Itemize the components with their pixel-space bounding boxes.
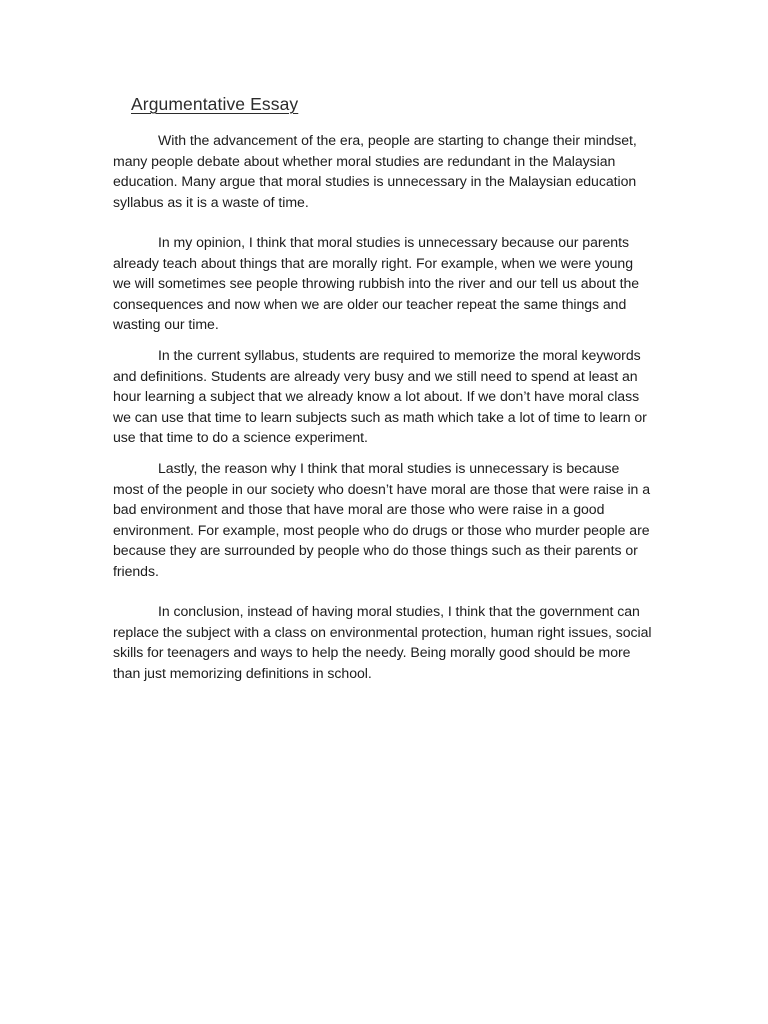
- paragraph-opinion: In my opinion, I think that moral studies is unnecessary because our parents already teach about things that are morally right. For example, when we were young we will sometimes see people throwing rubbish into the river and our tell us about the consequences and now when we are older our teacher repeat the same things and wasting our time.: [113, 234, 640, 332]
- paragraph-conclusion: In conclusion, instead of having moral studies, I think that the government can replace the subject with a class on environmental protection, human right issues, social skills for teenagers and ways to help the needy. Being morally good should be more than just memorizing definitions in school.: [113, 603, 652, 681]
- paragraph-syllabus: In the current syllabus, students are required to memorize the moral keywords and definitions. Students are already very busy and we still need to spend at least an hour learning a subject that we already know a lot about. If we don’t have moral class we can use that time to learn subjects such as math which take a lot of time to learn or use that time to do a science experiment.: [113, 347, 647, 445]
- essay-title: Argumentative Essay: [131, 94, 299, 114]
- paragraph-introduction: With the advancement of the era, people are starting to change their mindset, many people debate about whether moral studies are redundant in the Malaysian education. Many argue that moral studies is unnecessary in the Malaysian education syllabus as it is a waste of time.: [113, 132, 637, 210]
- paragraph-environment: Lastly, the reason why I think that moral studies is unnecessary is because most of the people in our society who doesn’t have moral are those that were raise in a bad environment and those that have moral are those who were raise in a good environment. For example, most people who do drugs or those who murder people are because they are surrounded by people who do those things such as their parents or friends.: [113, 460, 650, 579]
